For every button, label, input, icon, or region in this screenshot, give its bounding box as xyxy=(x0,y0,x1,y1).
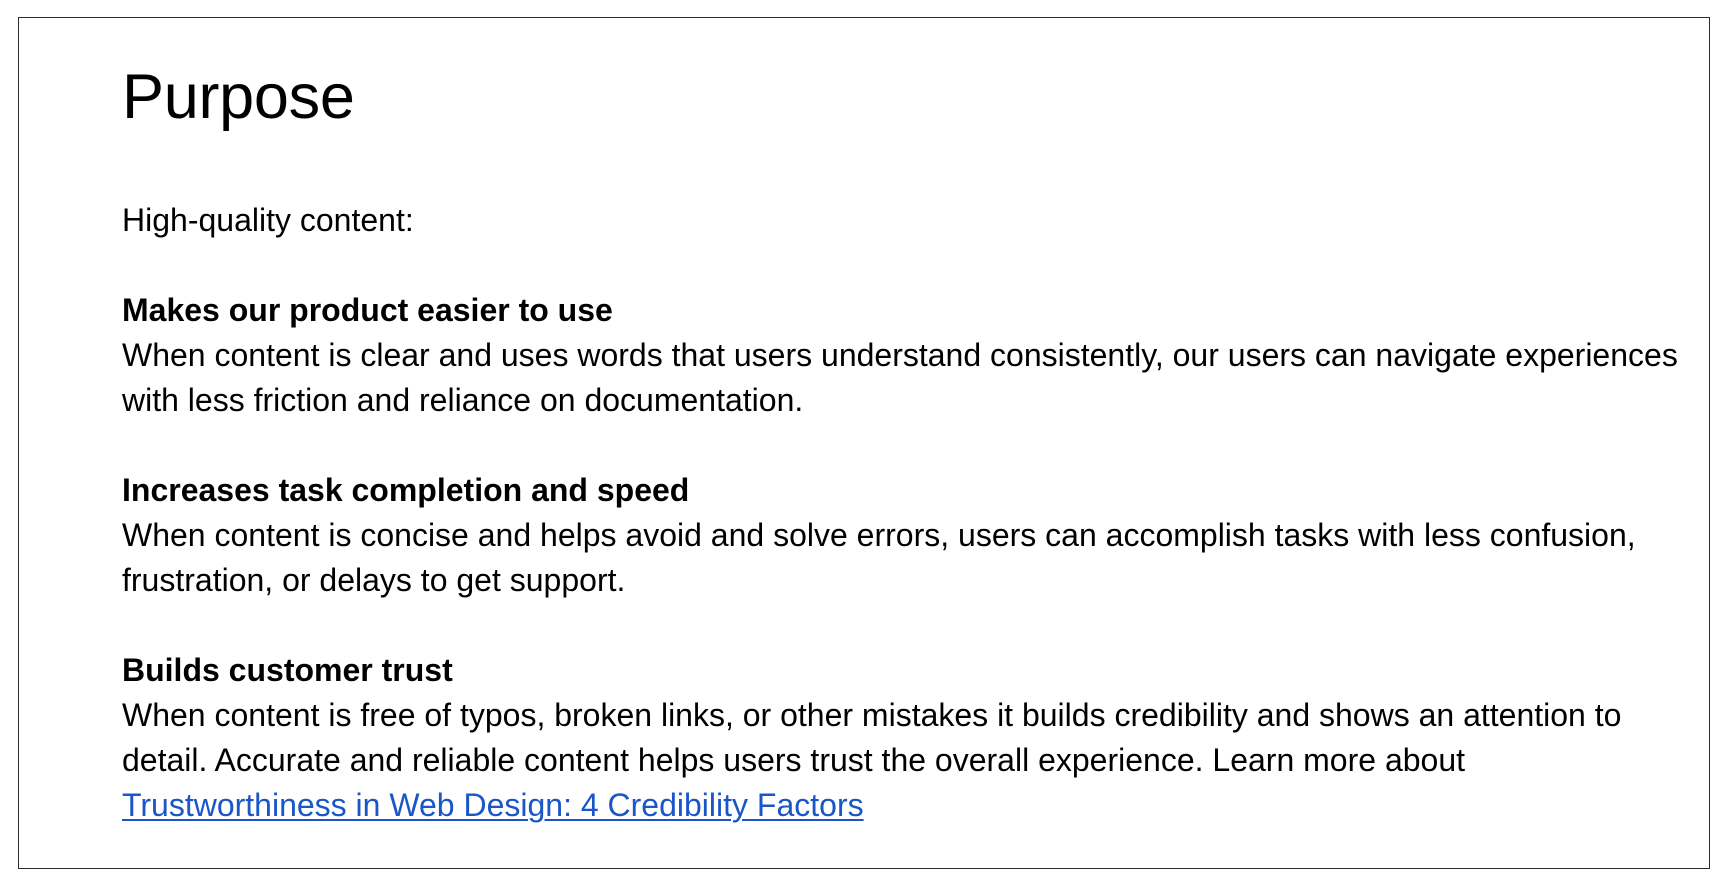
section-body: When content is clear and uses words that users understand consistently, our users can navigate experiences with less friction and reliance on documentation. xyxy=(122,337,1678,418)
section-task-completion xyxy=(122,468,1682,603)
document-content xyxy=(122,50,1682,828)
section-heading: Makes our product easier to use xyxy=(122,292,613,328)
section-body-text: When content is free of typos, broken links, or other mistakes it builds credibility and shows an attention to detail. Accurate and reliable content helps users trust the overall experience. Learn more about xyxy=(122,697,1622,778)
section-heading: Builds customer trust xyxy=(122,652,453,688)
section-heading: Increases task completion and speed xyxy=(122,472,690,508)
section-customer-trust xyxy=(122,648,1682,828)
page-title: Purpose xyxy=(122,62,355,132)
section-body: When content is concise and helps avoid and solve errors, users can accomplish tasks with less confusion, frustration, or delays to get support. xyxy=(122,517,1636,598)
intro-text: High-quality content: xyxy=(122,202,414,238)
section-body-with-link xyxy=(122,693,1682,828)
document-frame xyxy=(18,17,1710,869)
section-ease-of-use xyxy=(122,288,1682,423)
credibility-factors-link[interactable]: Trustworthiness in Web Design: 4 Credibility Factors xyxy=(122,787,864,823)
